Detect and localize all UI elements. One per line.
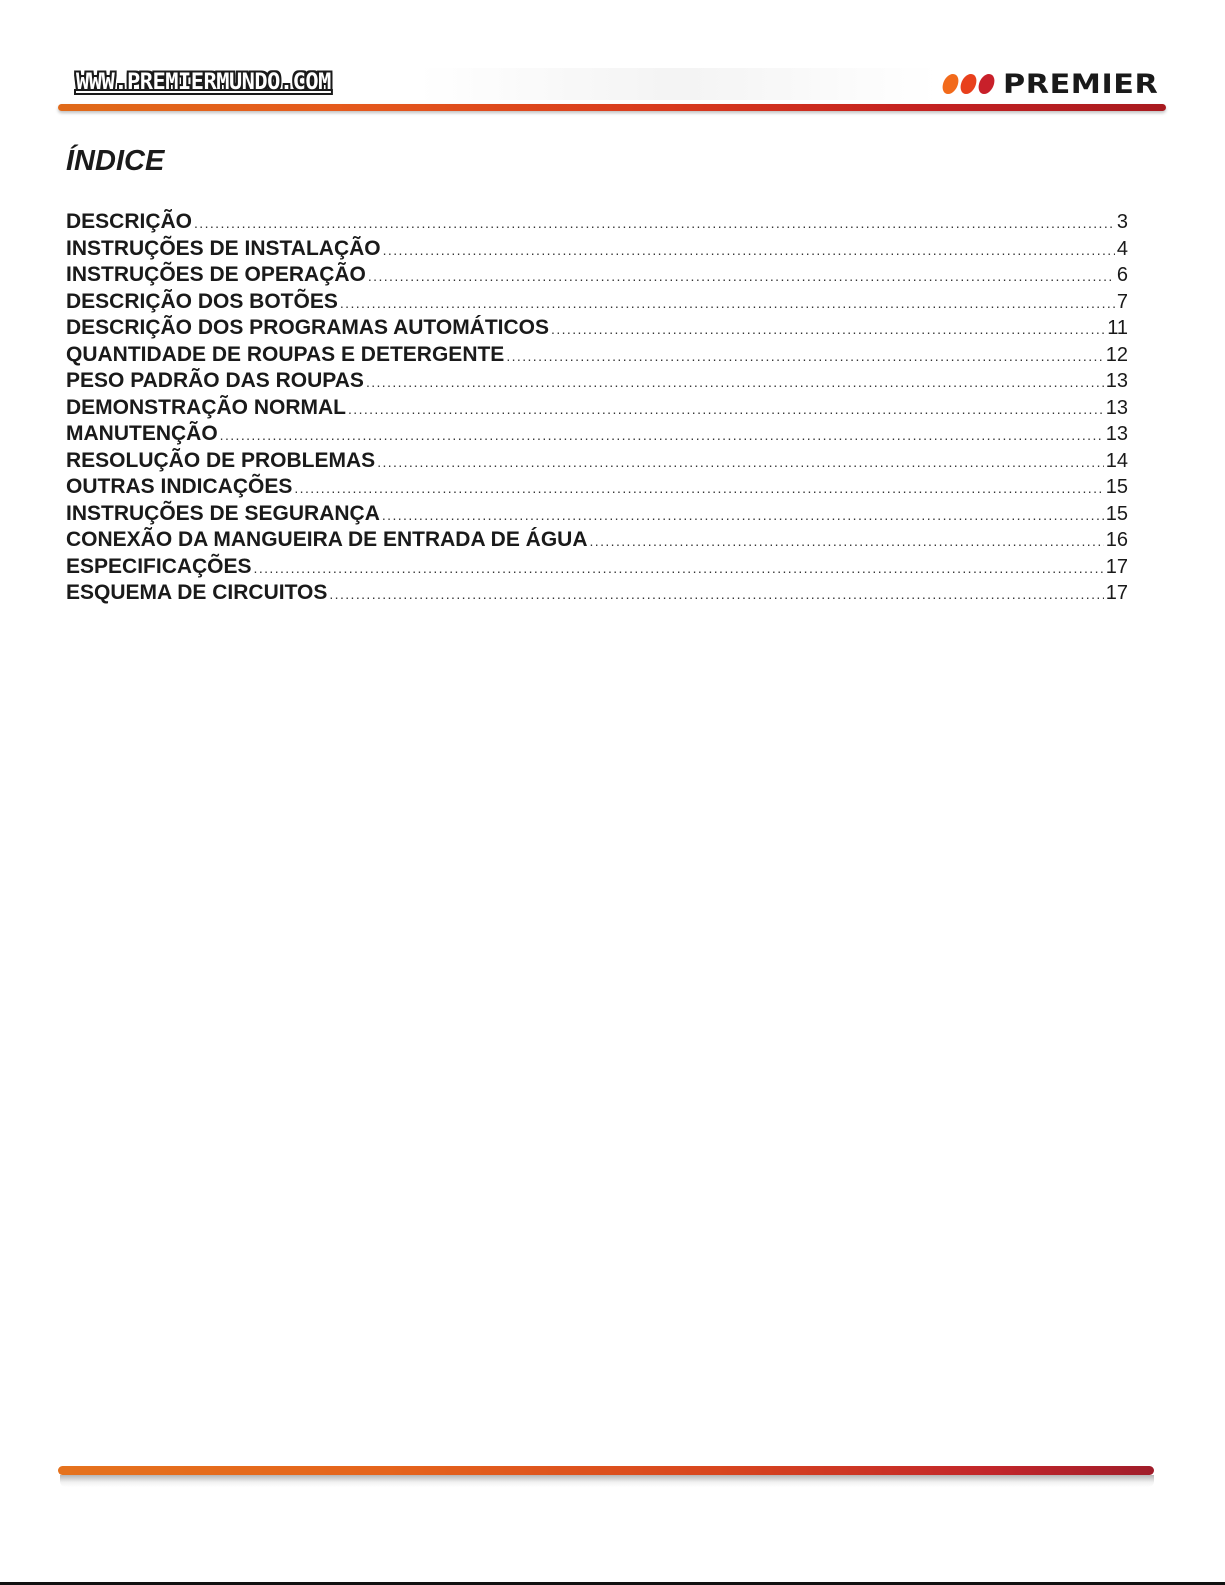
footer-divider [58, 1466, 1154, 1475]
toc-entry[interactable] [66, 209, 1128, 236]
toc-entry[interactable] [66, 421, 1128, 448]
toc-entry-page-number: 15 [1105, 476, 1128, 498]
toc-entry-page-number: 3 [1116, 211, 1128, 233]
toc-dot-leader [220, 422, 1104, 449]
toc-entry-page-number: 13 [1105, 370, 1128, 392]
toc-entry[interactable] [66, 262, 1128, 289]
site-url-link[interactable]: WWW.PREMIERMUNDO.COM [76, 70, 331, 95]
toc-entry-title: DESCRIÇÃO DOS PROGRAMAS AUTOMÁTICOS [66, 316, 550, 339]
toc-entry-title: DEMONSTRAÇÃO NORMAL [66, 395, 346, 419]
toc-entry-title: PESO PADRÃO DAS ROUPAS [66, 369, 364, 392]
logo-dot-1 [941, 74, 961, 94]
toc-entry-page-number: 13 [1105, 423, 1128, 445]
toc-entry-page-number: 6 [1116, 264, 1128, 286]
toc-entry-title: INSTRUÇÕES DE SEGURANÇA [66, 501, 380, 525]
logo-dot-2 [959, 74, 979, 94]
toc-dot-leader [194, 210, 1115, 237]
toc-entry-title: ESPECIFICAÇÕES [66, 554, 252, 578]
toc-dot-leader [329, 581, 1103, 608]
toc-entry-page-number: 16 [1105, 529, 1128, 551]
toc-dot-leader [340, 290, 1115, 317]
toc-entry-page-number: 14 [1105, 449, 1128, 472]
toc-dot-leader [551, 316, 1105, 343]
header-background-fade [418, 68, 938, 100]
toc-dot-leader [348, 396, 1104, 423]
toc-dot-leader [368, 263, 1115, 290]
page-title: ÍNDICE [66, 145, 165, 177]
toc-entry[interactable] [66, 580, 1128, 607]
toc-entry-page-number: 4 [1116, 237, 1128, 260]
toc-entry-page-number: 12 [1105, 343, 1128, 366]
toc-entry-page-number: 17 [1105, 582, 1128, 604]
footer-divider-shadow [60, 1475, 1154, 1487]
toc-entry-page-number: 7 [1116, 290, 1128, 313]
toc-entry[interactable] [66, 395, 1128, 422]
page-header [58, 66, 1166, 116]
toc-entry-title: DESCRIÇÃO DOS BOTÕES [66, 289, 338, 313]
toc-entry-title: CONEXÃO DA MANGUEIRA DE ENTRADA DE ÁGUA [66, 528, 588, 551]
toc-entry[interactable] [66, 289, 1128, 316]
toc-entry-title: RESOLUÇÃO DE PROBLEMAS [66, 448, 376, 472]
toc-dot-leader [366, 369, 1104, 396]
toc-dot-leader [383, 237, 1115, 264]
toc-dot-leader [506, 343, 1103, 370]
logo-dots-icon [943, 74, 997, 94]
logo-dot-3 [977, 74, 997, 94]
toc-entry[interactable] [66, 315, 1128, 342]
toc-entry-title: QUANTIDADE DE ROUPAS E DETERGENTE [66, 342, 505, 366]
toc-entry-page-number: 15 [1105, 502, 1128, 525]
toc-dot-leader [377, 449, 1104, 476]
toc-entry-title: OUTRAS INDICAÇÕES [66, 475, 293, 498]
header-divider [58, 104, 1166, 111]
toc-entry[interactable] [66, 501, 1128, 528]
logo-wordmark: PREMIER [1003, 68, 1159, 100]
toc-entry-page-number: 13 [1105, 396, 1128, 419]
toc-entry[interactable] [66, 368, 1128, 395]
toc-entry[interactable] [66, 236, 1128, 263]
toc-entry-title: ESQUEMA DE CIRCUITOS [66, 581, 328, 604]
toc-entry[interactable] [66, 527, 1128, 554]
premier-logo [943, 68, 1159, 100]
toc-entry-title: INSTRUÇÕES DE OPERAÇÃO [66, 263, 366, 286]
toc-entry-title: INSTRUÇÕES DE INSTALAÇÃO [66, 236, 381, 260]
toc-entry[interactable] [66, 474, 1128, 501]
toc-dot-leader [294, 475, 1103, 502]
toc-entry[interactable] [66, 342, 1128, 369]
toc-dot-leader [590, 528, 1104, 555]
toc-entry[interactable] [66, 448, 1128, 475]
toc-entry-page-number: 17 [1105, 555, 1128, 578]
toc-entry-title: MANUTENÇÃO [66, 422, 218, 445]
toc-entry[interactable] [66, 554, 1128, 581]
table-of-contents [66, 209, 1128, 607]
toc-dot-leader [382, 502, 1104, 529]
toc-entry-page-number: 11 [1107, 317, 1128, 339]
toc-entry-title: DESCRIÇÃO [66, 210, 193, 233]
toc-dot-leader [254, 555, 1104, 582]
